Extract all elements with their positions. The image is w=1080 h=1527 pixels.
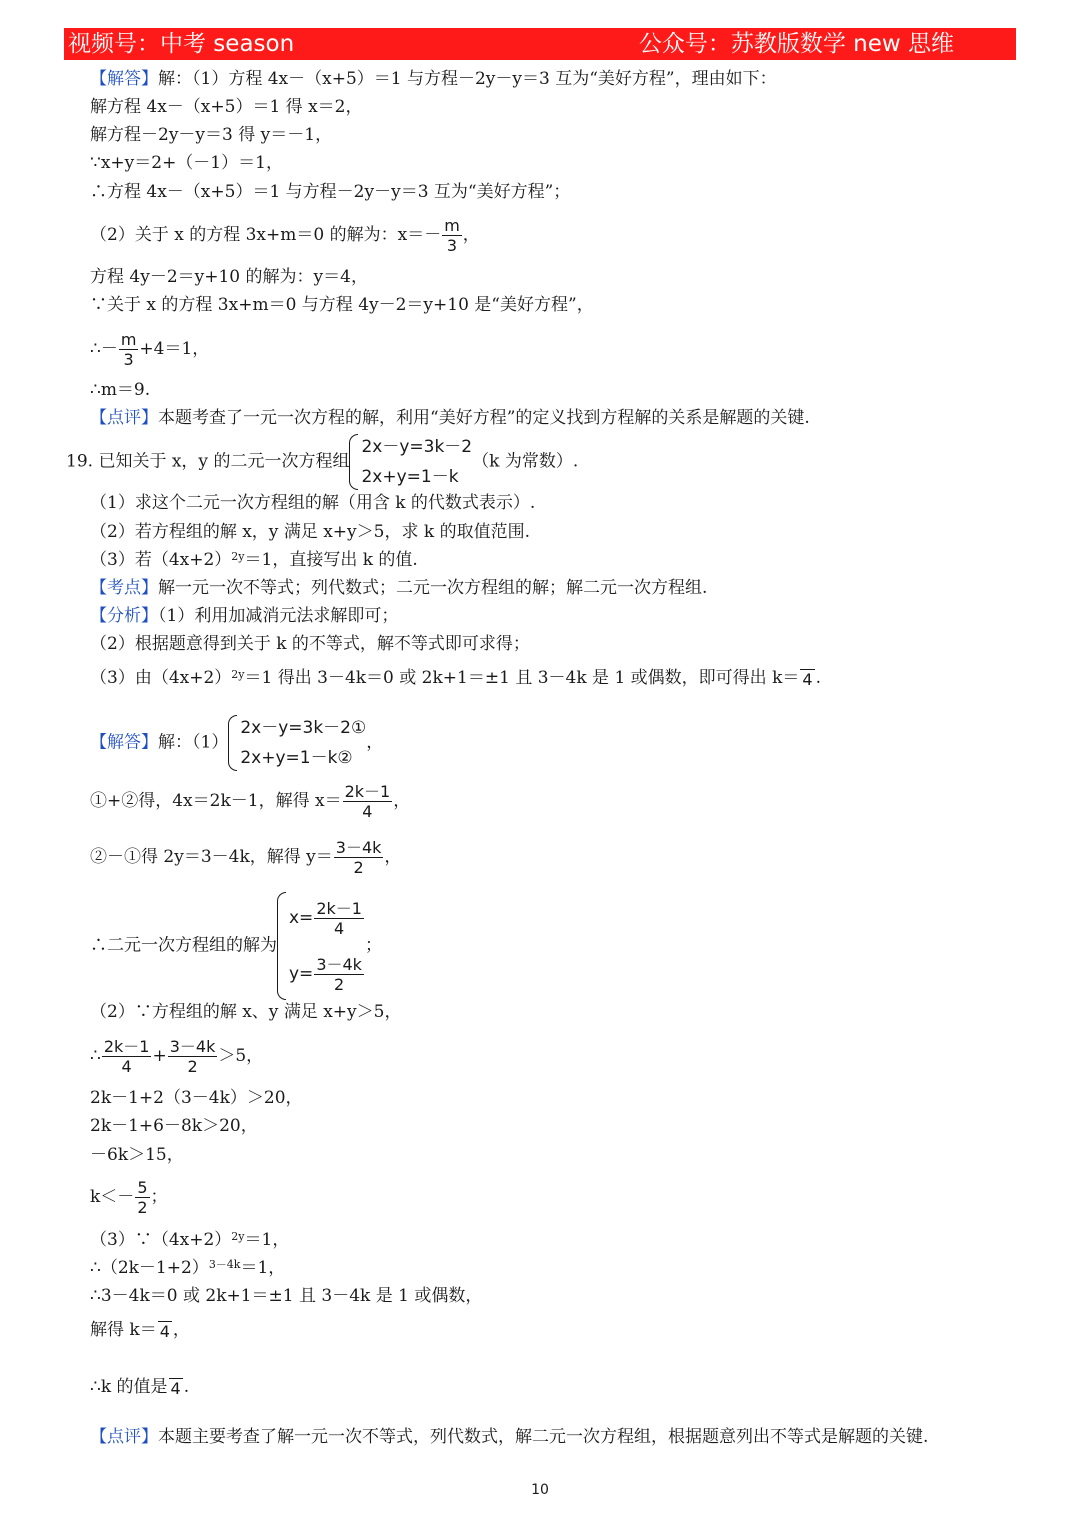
q18-answer-line-5: ∴方程 4x－（x+5）＝1 与方程－2y－y＝3 互为“美好方程”； (90, 182, 571, 202)
q18-answer-line-4: ∵x+y＝2+（－1）＝1， (90, 153, 283, 173)
q18-answer-line-10: ∴m＝9. (90, 380, 151, 400)
q19-part3-line-5: ∴k 的值是 4 . (90, 1377, 190, 1398)
q18-answer-line-9: ∴－ $\frac{m}{3}$ +4＝1， (90, 330, 210, 369)
review-tag: 【点评】 (90, 1427, 158, 1447)
q19-part2-line-3: 2k－1+2（3－4k）＞20， (90, 1088, 303, 1108)
q19-part-1: （1）求这个二元一次方程组的解（用含 k 的代数式表示）. (90, 493, 536, 513)
answer-tag: 【解答】 (90, 732, 158, 753)
equation-system: 2x－y=3k－2① 2x+y=1－k② (228, 713, 366, 773)
q18-answer-line-2: 解方程 4x－（x+5）＝1 得 x＝2， (90, 97, 363, 117)
q19-step-x: ①+②得，4x＝2k－1，解得 x＝ $\frac{2k-1}{4}$ ， (90, 782, 411, 821)
q19-step-y: ②－①得 2y＝3－4k，解得 y＝ $\frac{3-4k}{2}$ ， (90, 838, 402, 877)
q18-answer-line-7: 方程 4y－2＝y+10 的解为：y＝4， (90, 267, 368, 287)
brace-icon (228, 715, 237, 771)
fraction-m-over-3: $\frac{m}{3}$ (444, 216, 460, 255)
q19-part3-line-3: ∴3－4k＝0 或 2k+1＝±1 且 3－4k 是 1 或偶数， (90, 1286, 483, 1306)
q18-answer-line-8: ∵关于 x 的方程 3x+m＝0 与方程 4y－2＝y+10 是“美好方程”， (90, 295, 594, 315)
q19-answer-system: 【解答】解：（1） 2x－y=3k－2① 2x+y=1－k② ， (90, 713, 383, 773)
q19-part-3: （3）若$(4x+2)^{2y}=1$，直接写出 k 的值. (90, 550, 418, 570)
q19-part-2: （2）若方程组的解 x，y 满足 x+y＞5，求 k 的取值范围. (90, 522, 530, 542)
q19-part2-line-2: ∴ $\frac{2k-1}{4}$ + $\frac{3-4k}{2}$ ＞5， (90, 1037, 264, 1076)
q18-answer-line-3: 解方程－2y－y＝3 得 y＝－1， (90, 125, 333, 145)
analysis-tag: 【分析】 (90, 606, 158, 626)
fraction-x-value: $\frac{2k-1}{4}$ (344, 782, 391, 821)
q19-review: 【点评】本题主要考查了解一元一次不等式，列代数式，解二元一次方程组，根据题意列出不等式是解题的关键. (90, 1427, 929, 1447)
q19-part3-line-2: $\therefore(2k-1+2)^{3-4k}=1$， (90, 1258, 286, 1278)
knowledge-tag: 【考点】 (90, 578, 158, 598)
q19-solution-system: ∴二元一次方程组的解为 x= $\frac{2k-1}{4}$ y= $\frac{3-4k}{2}$ ； (90, 890, 382, 1002)
solution-system: x= $\frac{2k-1}{4}$ y= $\frac{3-4k}{2}$ (277, 890, 365, 1002)
q19-part2-line-5: －6k＞15， (90, 1145, 184, 1165)
q19-part3-line-4: 解得 k＝ 4 ， (90, 1320, 190, 1341)
fraction-3-over-4: 4 (159, 1321, 170, 1341)
answer-tag: 【解答】 (90, 69, 158, 89)
banner-right-text: 公众号：苏教版数学 new 思维 (638, 31, 954, 57)
fraction-3-over-4: 4 (170, 1378, 181, 1398)
brace-icon (277, 892, 286, 1000)
q19-knowledge-points: 【考点】解一元一次不等式；列代数式；二元一次方程组的解；解二元一次方程组. (90, 578, 708, 598)
banner-left-text: 视频号：中考 season (68, 31, 295, 57)
q19-part2-line-4: 2k－1+6－8k＞20， (90, 1116, 258, 1136)
q19-part2-line-6: k＜－ $\frac{5}{2}$ ； (90, 1178, 168, 1217)
brace-icon (349, 434, 358, 490)
page-number: 10 (531, 1482, 549, 1498)
fraction-5-over-2: $\frac{5}{2}$ (137, 1178, 148, 1217)
fraction-m-over-3: $\frac{m}{3}$ (120, 330, 137, 369)
q19-part3-line-1: $(3)\because(4x+2)^{2y}=1$， (90, 1230, 290, 1250)
q19-analysis-2: （2）根据题意得到关于 k 的不等式，解不等式即可求得； (90, 634, 530, 654)
q19-stem: 19. 已知关于 x，y 的二元一次方程组 2x－y=3k－2 2x+y=1－k （k 为常数）. (66, 432, 578, 492)
fraction-3-over-4: 4 (802, 669, 813, 689)
q19-analysis-3: （3）由$(4x+2)^{2y}=1$ 得出 3－4k＝0 或 2k+1＝±1 且 3－4k 是 1 或偶数，即可得出 k＝ 4 . (90, 668, 821, 689)
q18-answer-line-1: 【解答】解：（1）方程 4x－（x+5）＝1 与方程－2y－y＝3 互为“美好方程”，理由如下： (90, 69, 777, 89)
equation-system: 2x－y=3k－2 2x+y=1－k (349, 432, 472, 492)
q18-answer-line-6: （2）关于 x 的方程 3x+m＝0 的解为：x＝－ $\frac{m}{3}$ ， (90, 216, 480, 255)
review-tag: 【点评】 (90, 408, 158, 428)
fraction-y-value: $\frac{3-4k}{2}$ (335, 838, 382, 877)
q19-part2-line-1: （2）∵方程组的解 x、y 满足 x+y＞5， (90, 1002, 402, 1022)
q18-review: 【点评】本题考查了一元一次方程的解，利用“美好方程”的定义找到方程解的关系是解题的关键. (90, 408, 810, 428)
q19-analysis-1: 【分析】（1）利用加减消元法求解即可； (90, 606, 399, 626)
